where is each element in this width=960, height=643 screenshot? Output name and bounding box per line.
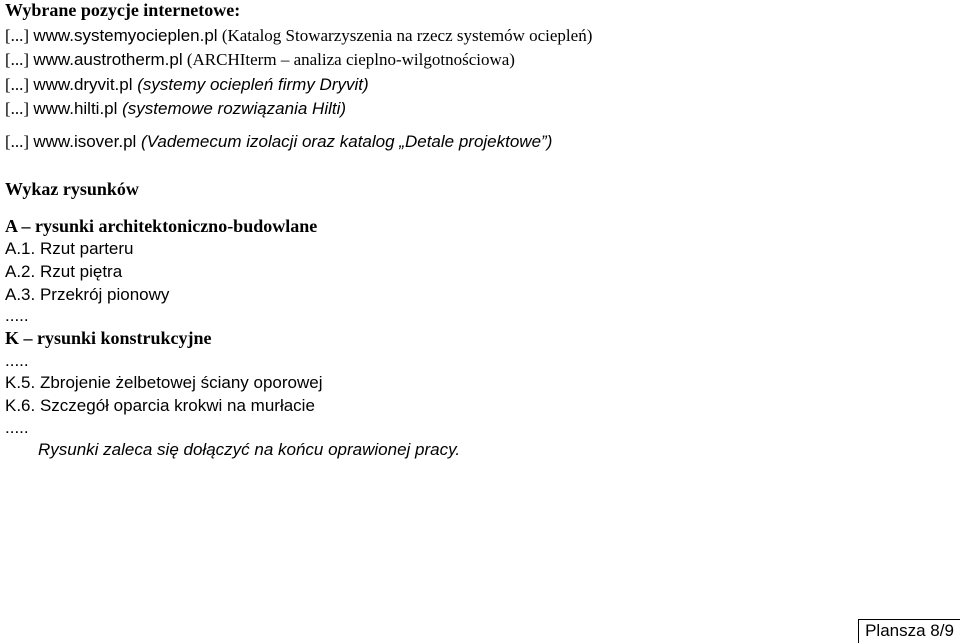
source-note: (ARCHIterm – analiza cieplno-wilgotnościowa) bbox=[182, 50, 515, 69]
source-note: (systemowe rozwiązania Hilti) bbox=[117, 99, 347, 118]
internet-source-item bbox=[5, 132, 552, 152]
ellipsis: ..... bbox=[5, 351, 29, 370]
source-prefix: [...] bbox=[5, 132, 34, 151]
source-note: (Katalog Stowarzyszenia na rzecz systemów ociepleń) bbox=[217, 26, 593, 45]
internet-source-item bbox=[5, 26, 592, 46]
drawing-item: A.3. Przekrój pionowy bbox=[5, 285, 170, 304]
source-url: www.isover.pl bbox=[33, 132, 137, 151]
source-url: www.hilti.pl bbox=[33, 99, 118, 118]
drawing-item: K.6. Szczegół oparcia krokwi na murłacie bbox=[5, 396, 315, 415]
group-k-title: K – rysunki konstrukcyjne bbox=[5, 328, 212, 348]
drawing-item: K.5. Zbrojenie żelbetowej ściany oporowej bbox=[5, 373, 323, 392]
internet-source-item bbox=[5, 50, 515, 70]
ellipsis: ..... bbox=[5, 306, 29, 325]
drawing-item: A.1. Rzut parteru bbox=[5, 239, 134, 258]
source-url: www.dryvit.pl bbox=[33, 75, 133, 94]
source-prefix: [...] bbox=[5, 75, 34, 94]
group-a-title: A – rysunki architektoniczno-budowlane bbox=[5, 216, 318, 236]
source-url: www.systemyocieplen.pl bbox=[33, 26, 218, 45]
source-note: (systemy ociepleń firmy Dryvit) bbox=[132, 75, 369, 94]
drawings-list-heading: Wykaz rysunków bbox=[5, 179, 139, 199]
internet-source-item bbox=[5, 99, 346, 119]
source-prefix: [...] bbox=[5, 26, 34, 45]
source-url: www.austrotherm.pl bbox=[33, 50, 183, 69]
ellipsis: ..... bbox=[5, 418, 29, 437]
internet-sources-heading: Wybrane pozycje internetowe: bbox=[5, 0, 241, 20]
source-prefix: [...] bbox=[5, 50, 34, 69]
drawing-item: A.2. Rzut piętra bbox=[5, 262, 123, 281]
drawings-note: Rysunki zaleca się dołączyć na końcu oprawionej pracy. bbox=[38, 440, 461, 459]
internet-source-item bbox=[5, 75, 369, 95]
source-note: (Vademecum izolacji oraz katalog „Detale projektowe”) bbox=[136, 132, 553, 151]
source-prefix: [...] bbox=[5, 99, 34, 118]
sheet-number-label: Plansza 8/9 bbox=[858, 619, 960, 643]
